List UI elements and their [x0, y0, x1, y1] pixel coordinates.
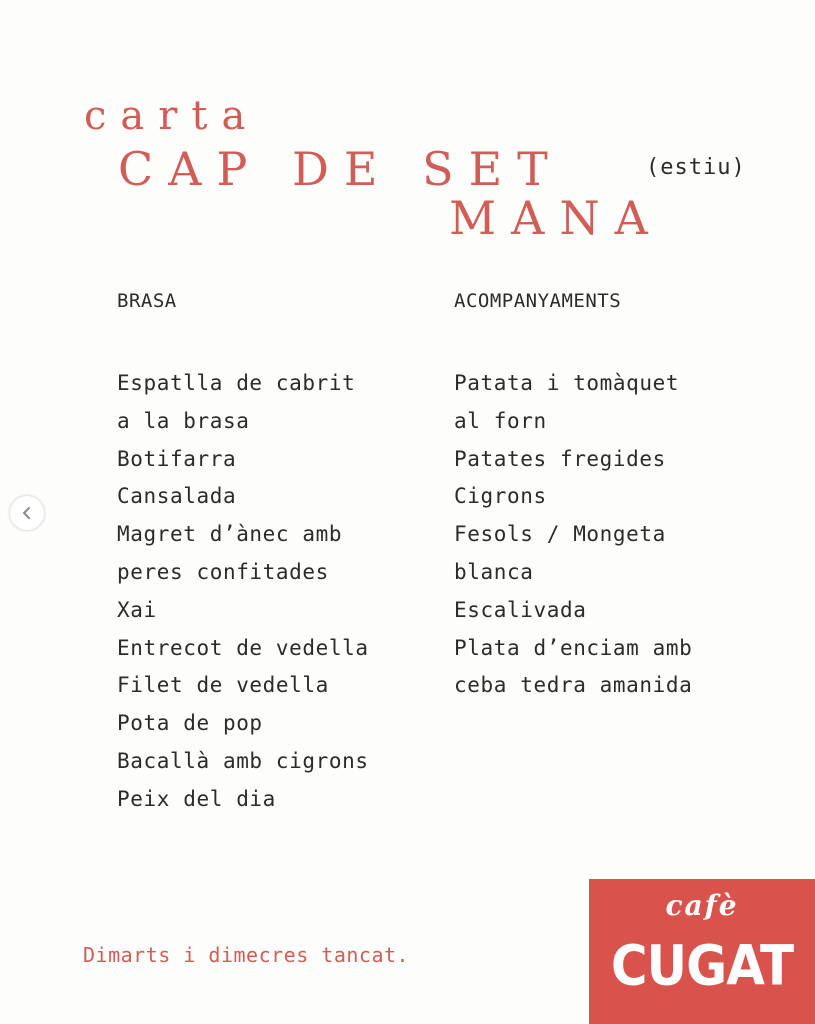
previous-slide-button[interactable]: [10, 496, 44, 530]
acompanyaments-heading: ACOMPANYAMENTS: [454, 290, 622, 312]
title-line-2: MANA: [449, 191, 663, 245]
season-label: (estiu): [646, 155, 746, 180]
list-item: a la brasa: [117, 408, 250, 433]
list-item: Cansalada: [117, 484, 237, 509]
acompanyaments-column: [454, 289, 692, 705]
list-item: Fesols / Mongeta: [454, 522, 666, 547]
list-item: Cigrons: [454, 484, 547, 509]
list-item: peres confitades: [117, 559, 329, 584]
list-item: Escalivada: [454, 597, 587, 622]
brasa-column: [117, 289, 369, 819]
list-item: al forn: [454, 408, 547, 433]
list-item: Espatlla de cabrit: [117, 371, 356, 395]
brasa-list: [117, 365, 369, 819]
carta-label: carta: [84, 93, 260, 139]
list-item: Magret d’ànec amb: [117, 522, 343, 547]
list-item: Peix del dia: [117, 786, 276, 811]
logo-cafe-text: cafè: [665, 889, 739, 922]
logo-cugat-text: CUGAT: [610, 934, 794, 998]
list-item: Patata i tomàquet: [454, 371, 680, 395]
list-item: Plata d’enciam amb: [454, 635, 693, 660]
cafe-cugat-logo: [589, 879, 815, 1024]
brasa-heading: BRASA: [117, 290, 177, 312]
list-item: Patates fregides: [454, 446, 666, 471]
list-item: Filet de vedella: [117, 673, 329, 698]
list-item: Entrecot de vedella: [117, 635, 369, 660]
list-item: ceba tedra amanida: [454, 673, 693, 698]
list-item: Botifarra: [117, 446, 237, 471]
closed-days-note: Dimarts i dimecres tancat.: [83, 943, 410, 967]
chevron-left-icon: [20, 506, 34, 520]
list-item: Bacallà amb cigrons: [117, 748, 369, 773]
list-item: Xai: [117, 597, 157, 622]
acompanyaments-list: [454, 365, 692, 705]
list-item: Pota de pop: [117, 711, 263, 736]
title-line-1: CAP DE SET: [118, 142, 563, 196]
list-item: blanca: [454, 559, 534, 584]
